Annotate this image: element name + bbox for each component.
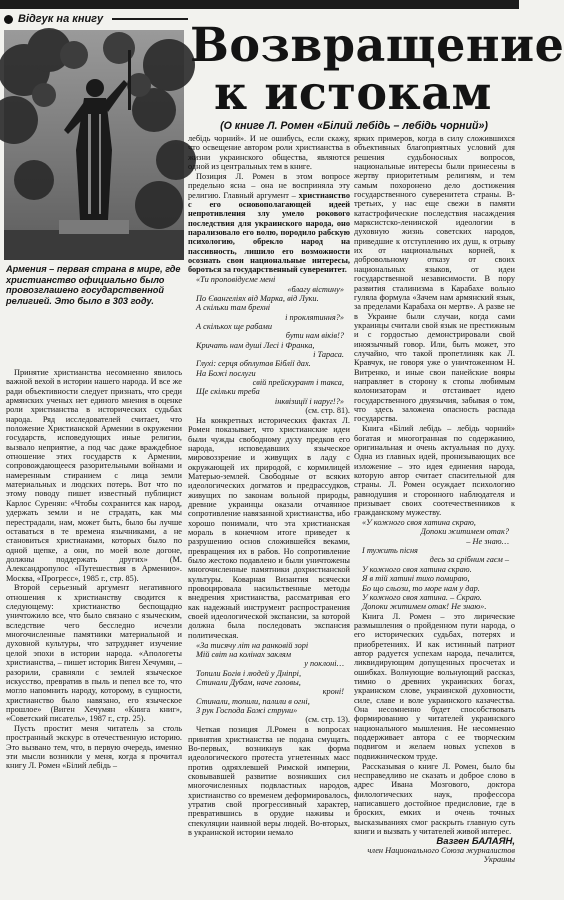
headline-line-1: Возвращение — [190, 16, 564, 73]
paragraph: Рассказывая о книге Л. Ромен, было бы несправедливо не сказать и доброе слово в адрес Ивана Мозгового, доктора филологических наук, профессора написавшего достойное предисловие, где в броских, емких и очень точных высказываниях смог раскрыть главную суть книги и вызвать у читателей живой интерес. — [354, 761, 515, 836]
rubric-rule — [112, 18, 188, 20]
poem-line: З рук Господа Божі струни» — [196, 705, 298, 715]
poem-line: бути нам віків!? — [285, 331, 344, 341]
paragraph: Четкая позиция Л.Ромен в вопросах принятия христианства не подана смущать. Во-первых, возникнув как форма идеологического протеста угнетенных масс против одряхлевшей Римской империи, сковывавшей развитие возникших сил многочисленных подвластных народов, христианство со временем деформировалось, утратив свой прогрессивный характер, превратившись в орудие наживы и спекуляции наивной веры людей. Во-вторых, в украинской истории немало — [188, 725, 350, 837]
bold-thesis: христианство с его основополагающей идеей непротивления злу умело рокового последствия для украинского народа, оно парализовало его волю, породило рабскую психологию, обрекло народ на пассивность, лишило его возможности осознать свои национальные интересы, бороться за государственный суверенитет. — [188, 190, 350, 275]
poem-line: – Не знаю… — [466, 536, 509, 546]
poem-line: «За тисячу літ на ранковій зорі — [196, 640, 309, 650]
top-rule-bar — [0, 0, 519, 9]
author-signature — [354, 837, 515, 865]
author-name: Вазген БАЛАЯН, — [436, 835, 515, 847]
poem-line: десь за срібним гаєм – — [429, 555, 509, 565]
poem-line: А скількох ще рабами — [196, 321, 272, 331]
poem-line: Мій світ на колінах заклям — [196, 649, 292, 659]
bullet-icon — [4, 15, 13, 24]
poem-line: «У кожного своя хатина скраю, — [362, 518, 476, 528]
poem-line: Допоки житимем отак? — [420, 527, 509, 537]
paragraph: На конкретных исторических фактах Л. Ромен показывает, что христианские идеи были чужды свободному духу предков его народа, исповедавших языческое мировоззрение и живущих в ладу с окружающей их природой, с кормилицей Матерью-землей. Свободные от всяких идеологических догматов и предрассудков, живущих по законам вольной природы, древние украинцы оказали отчаянное сопротивление навязанной христианства, ибо хорошо понимали, что эта христианская мораль в конечном итоге приведет к разрушению основ сложившейся веками, превращения их в рабов. Но сопротивление было жестоко подавлено и были уничтожены многочисленные памятники дохристианской культуры. Коварная Византия всячески провоцировала насильственные методы внедрения христианства, рассматривая его как надежный инструмент распространения своей идеологической экспансии, за которой должна была последовать экспансия политическая. — [188, 415, 350, 640]
photo-caption — [6, 264, 184, 306]
rubric-label — [4, 11, 103, 27]
paragraph: Пусть простит меня читатель за столь пространный экскурс в отечественную историю. Это вызвано тем, что, в первую очередь, именно эти мысли возникли у меня, когда я прочитал книгу Л. Ромен «Білий лебідь – — [6, 724, 182, 771]
poem-line: На Божі послуги — [196, 368, 256, 378]
text-column-2 — [188, 134, 350, 838]
poem-line: Стинали Дубам, наче головы, — [196, 677, 301, 687]
poem-line: і Тараса. — [313, 349, 344, 359]
poem-line: Допоки житимем отак! Не знаю». — [362, 602, 487, 612]
paragraph-lead: Позиция Л. Ромен в этом вопросе предельно ясна – она не восприняла эту религию. Главный аргумент – — [188, 171, 350, 200]
paragraph: Книга Л. Ромен – это лирические размышления о пройденном пути народа, о его исторических судьбах, потерях и приобретениях. И как истинный патриот автор радуется успехам народа, печалится, ликвидирующим допущенных просчетах и ошибках. Волнующие вольнующий рассказ, тимно о древних украинских богах, украинском слове, украинской духовности, силе, славе и воле украинского казачества. Она несомненно будет способствовать формированию у читателей украинского национального мышления. Не несомненно поддерживает автора с ее творческим подвигом и желаем новых успехов в подвижническом труде. — [354, 611, 515, 761]
poem-quote-3 — [354, 518, 515, 611]
paragraph — [188, 172, 350, 275]
poem-line: інквізиції і наруг!?» — [274, 396, 344, 406]
poem-line: І тужить пісня — [362, 546, 418, 556]
article-subheadline: (О книге Л. Ромен «Білий лебідь – лебідь чорний») — [220, 120, 488, 132]
poem-line: Бо що сльози, то море нам у дар. — [362, 583, 480, 593]
photo-caption-text: Армения – первая страна в мире, где христианство официально было провозглашено государственной религией. Это было в 303 году. — [6, 264, 181, 306]
poem-line: «благу вістину» — [287, 284, 344, 294]
rubric-text: Відгук на книгу — [18, 13, 104, 25]
paragraph: лебідь чорний». И не ошибусь, если скажу, что освещение автором роли христианства в жизни украинского общества, являются одной из центральных тем в книге. — [188, 134, 350, 172]
poem-line: У кожного своя хатина скраю. — [362, 564, 472, 574]
poem-line: Ще скільки треба — [196, 387, 260, 397]
paragraph: Второй серьезный аргумент негативного отношения к христианству сводится к следующему: христианство беспощадно уничтожило все, что было связано с языческим, вследствие чего бесследно исчезли многочисленные памятники материальной и духовной культуры, что затрудняет изучение целой эпохи в истории народа. «Апологеты христианства, – пишет историк Виген Хечумян, – разорили, сравняли с землей языческое искусство, превратив в пыль и пепел все то, что могло напомнить народу, которому, в сущности, христианство было навязано, его языческое прошлое» (Виген Хечумян «Книга книг», «Советский писатель», 1987 г., стр. 25). — [6, 583, 182, 724]
poem-line: і проклятиння?» — [285, 312, 344, 322]
poem-quote-1 — [188, 275, 350, 406]
poem-line: Топили Богів і людей у Дніпрі, — [196, 668, 302, 678]
statue-photo — [4, 30, 184, 260]
poem-line: Кричать нам душі Лесі і Франка, — [196, 340, 315, 350]
headline-line-2: к истокам — [213, 64, 493, 120]
poem-line: А скільки там брехні — [196, 303, 271, 313]
text-column-1 — [6, 368, 182, 771]
paragraph: ярких примеров, когда в силу сложившихся объективных благоприятных условий для решения судьбоносных вопросов, национальные интересы были принесены в жертву приоритетным религиям, и тем самым похоронено дело достижения государственного суверенитета страны. В-третьих, у нас еще свежи в памяти катастрофические последствия насаждения марксистско-ленинской идеологии в духовную жизнь советских народов, приведшие к отступлению их душ, к отрыву их от национальных корней, к добровольному отказу от своих национальных языков, от идеи государственной независимости. В пору развития сталинизма в Карабахе вольно гуляла формула «Зачем нам армянский язык, за пределами Карабаха он мертв». А разве не в Украине были случаи, когда сами украинцы считали свой язык не престижным и с гордостью демонстрировали свой иноязычный говор. Или, быть может, это случайно, что такой пропетлиняк как Л. Кравчук, не говоря уже о уничтоженном Н. Витренко, и иные свои панейские вояры направляет в сторону к стопы любимым колонизаторам и отстаивает идею государственного двуязычия, забывая о том, что здесь заложена опасность распада государства. — [354, 134, 515, 424]
poem-line: По Євангеліях від Марка, від Луки. — [196, 293, 319, 303]
paragraph: Книга «Білий лебідь – лебідь чорний» богатая и многогранная по содержанию, оригинальная и очень актуальная по духу. Одна из главных идей, пронизывающих все изложение – это идея единения народа, которую автор считает спасительной для страны. Л. Ромен осуждает психологию равнодушия и сторонного наблюдателя и призывает своих соотечественников к гражданскому мужеству. — [354, 424, 515, 518]
article-headline — [190, 16, 564, 120]
poem-line: Я в тій хатині тихо помираю, — [362, 574, 470, 584]
poem-line: У кожного своя хатина. – Скраю. — [362, 592, 482, 602]
poem-line: «Ти проповідуєме мені — [196, 275, 276, 285]
paragraph: Принятие христианства несомненно явилось важной вехой в истории нашего народа. И все же ради объективности следует признать, что среди армянских ученых нет единого мнения в оценке роли христианства в историческиx судьбах народа. Ряд исследователей считает, что положение Христианской Армении в окружении государств, исповедующих иные религии, вызвало неприятие, а под час даже враждебное отношение этих государств к Армении, сопровождающееся разорительными войнами и намеренным стиранием с лица земли материальных и людских потерь. Вот что по этому поводу пишет известный публицист Карлос Суренян: «Чтобы сохранится как народ, удержать земли и не страдать, как мы перестрадали, нам, может быть, было бы лучше оставаться в те времена язычниками, а не становиться христианами, которых было по одной щепке, а они, по моей воле догоне, должны поддержать других» (М. Александропулос «Путешествия в Армению». Москва, «Прогресс», 1985 г., стр. 85). — [6, 368, 182, 583]
poem-line: свій прейскурант і такса, — [252, 377, 344, 387]
statue-photo-image — [4, 30, 184, 260]
source-reference: (см. стр. 81). — [305, 405, 350, 415]
poem-line: у поклоні… — [304, 659, 344, 669]
source-reference: (см. стр. 13). — [305, 715, 350, 725]
poem-quote-2 — [188, 641, 350, 716]
poem-line: Стинали, топили, палили в огні, — [196, 696, 310, 706]
poem-line: Глухі: серця обплутав Біблії дах. — [196, 359, 311, 369]
text-column-3 — [354, 134, 515, 865]
author-title: член Национального Союза журналистов Украины — [367, 846, 515, 865]
poem-line: кроні! — [322, 687, 344, 697]
